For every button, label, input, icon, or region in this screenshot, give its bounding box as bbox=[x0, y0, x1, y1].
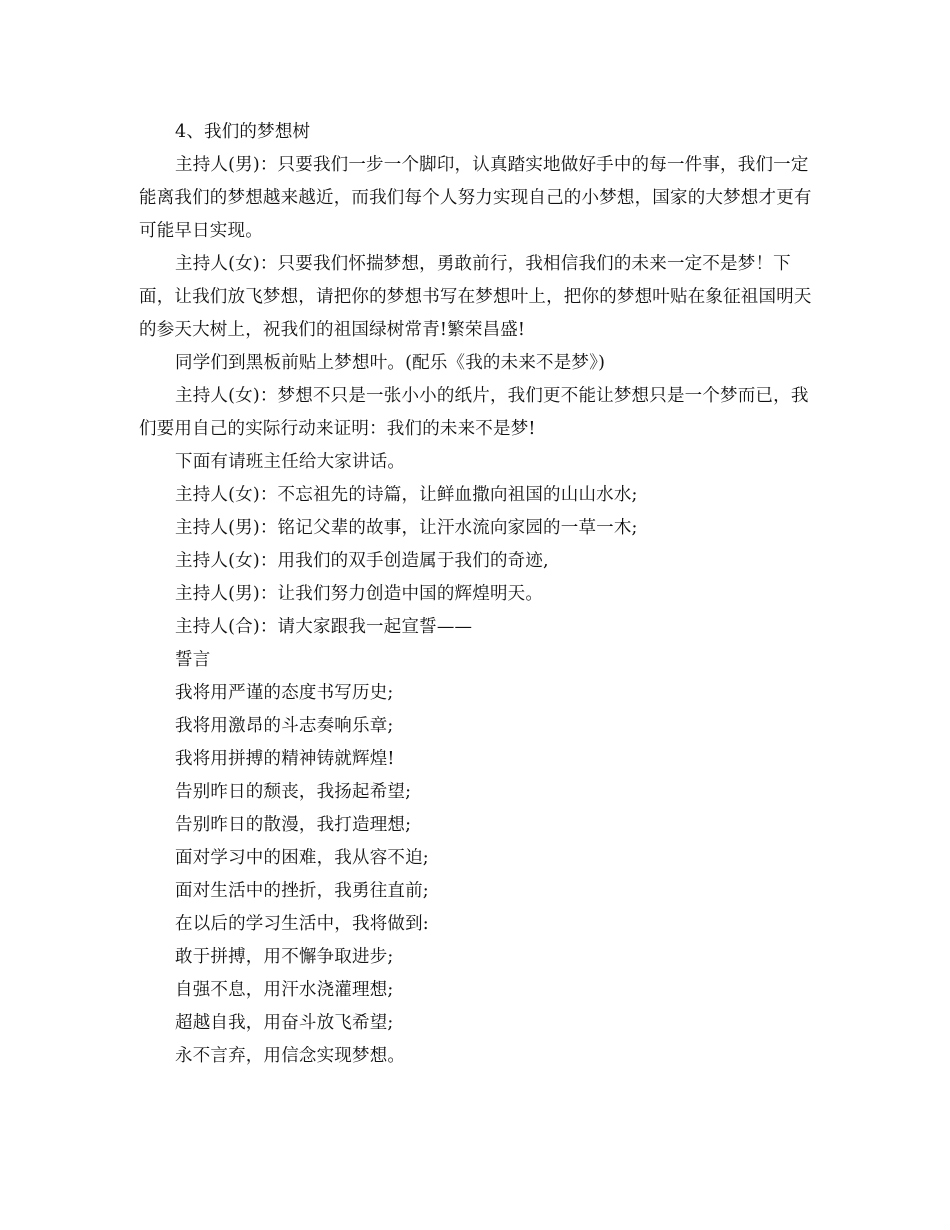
oath-line: 超越自我，用奋斗放飞希望; bbox=[175, 1013, 394, 1033]
line-host-male-2: 主持人(男)：铭记父辈的故事，让汗水流向家园的一草一木; bbox=[175, 518, 638, 538]
line-host-together: 主持人(合)：请大家跟我一起宣誓—— bbox=[175, 617, 473, 637]
paragraph-host-male-1: 主持人(男)：只要我们一步一个脚印，认真踏实地做好手中的每一件事，我们一定能离我们的梦想越来越近，而我们每个人努力实现自己的小梦想，国家的大梦想才更有可能早日实现。 bbox=[139, 155, 812, 241]
oath-line: 在以后的学习生活中，我将做到: bbox=[175, 914, 429, 934]
paragraph-host-female-1: 主持人(女)：只要我们怀揣梦想，勇敢前行，我相信我们的未来一定不是梦！下面，让我们放飞梦想，请把你的梦想书写在梦想叶上，把你的梦想叶贴在象征祖国明天的参天大树上，祝我们的祖国绿树常青!繁荣昌盛! bbox=[139, 254, 812, 340]
oath-line: 面对生活中的挫折，我勇往直前; bbox=[175, 881, 429, 901]
paragraph-stage-direction: 同学们到黑板前贴上梦想叶。(配乐《我的未来不是梦》) bbox=[175, 353, 606, 373]
oath-line: 敢于拼搏，用不懈争取进步; bbox=[175, 947, 394, 967]
paragraph-teacher-speech: 下面有请班主任给大家讲话。 bbox=[175, 452, 406, 472]
oath-line: 我将用激昂的斗志奏响乐章; bbox=[175, 716, 394, 736]
oath-title: 誓言 bbox=[175, 650, 211, 670]
line-host-female-4: 主持人(女)：用我们的双手创造属于我们的奇迹, bbox=[175, 551, 549, 571]
paragraph-host-female-2: 主持人(女)：梦想不只是一张小小的纸片，我们更不能让梦想只是一个梦而已，我们要用自己的实际行动来证明：我们的未来不是梦! bbox=[139, 386, 809, 439]
oath-line: 我将用严谨的态度书写历史; bbox=[175, 683, 394, 703]
document-body bbox=[139, 116, 819, 1073]
oath-line: 面对学习中的困难，我从容不迫; bbox=[175, 848, 429, 868]
oath-line: 告别昨日的散漫，我打造理想; bbox=[175, 815, 412, 835]
line-host-male-3: 主持人(男)：让我们努力创造中国的辉煌明天。 bbox=[175, 584, 544, 604]
oath-line: 永不言弃，用信念实现梦想。 bbox=[175, 1046, 406, 1066]
section-heading: 4、我们的梦想树 bbox=[175, 122, 311, 142]
oath-line: 我将用拼搏的精神铸就辉煌! bbox=[175, 749, 395, 769]
oath-line: 自强不息，用汗水浇灌理想; bbox=[175, 980, 394, 1000]
oath-line: 告别昨日的颓丧，我扬起希望; bbox=[175, 782, 412, 802]
line-host-female-3: 主持人(女)：不忘祖先的诗篇，让鲜血撒向祖国的山山水水; bbox=[175, 485, 638, 505]
